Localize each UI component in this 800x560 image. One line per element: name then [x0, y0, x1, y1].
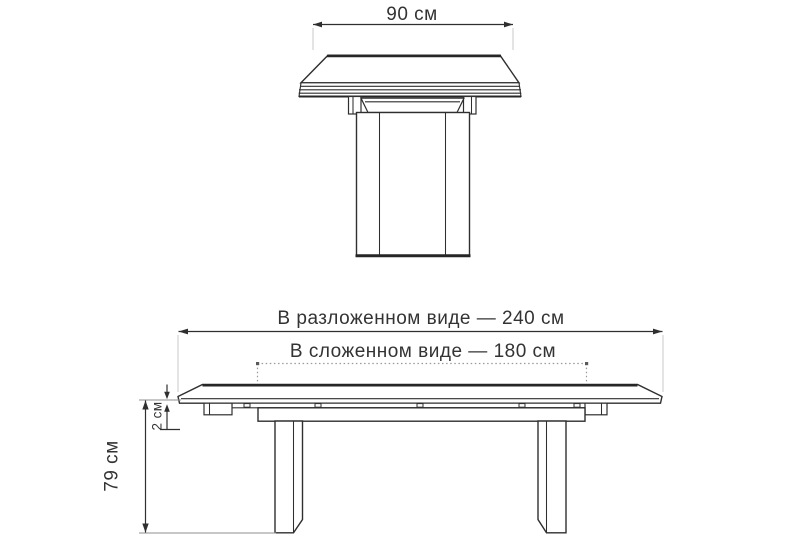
- rail-clip: [315, 404, 321, 408]
- right-leg: [538, 421, 566, 533]
- arrow-right-icon: [653, 329, 663, 335]
- dot-marker: [256, 362, 259, 365]
- arrow-left-icon: [179, 329, 189, 335]
- left-rail-end: [204, 403, 232, 415]
- pedestal-outline: [357, 113, 470, 256]
- dimension-height-79: [102, 400, 277, 533]
- arrow-down-icon: [164, 392, 170, 400]
- tabletop-surface: [301, 55, 519, 83]
- dimension-width-90: [313, 4, 513, 50]
- arrow-down-icon: [142, 524, 148, 533]
- apron-front: [361, 98, 464, 112]
- right-rail-end: [585, 403, 607, 415]
- dim-label-180: В сложенном виде — 180 см: [289, 341, 557, 362]
- arrow-right-icon: [504, 22, 513, 28]
- tabletop-slab: [178, 385, 662, 404]
- dimension-folded-180: [256, 341, 588, 384]
- underframe-front: [349, 97, 477, 115]
- rail-clip: [244, 404, 250, 408]
- dim-label-2: 2 см: [149, 401, 165, 431]
- tabletop-front: [299, 55, 522, 96]
- front-view-drawing: [299, 4, 522, 256]
- tabletop-side: [178, 385, 662, 404]
- side-view-drawing: [102, 308, 664, 533]
- arrow-up-icon: [142, 401, 148, 410]
- dot-marker: [585, 362, 588, 365]
- dim-label-79: 79 см: [101, 440, 123, 492]
- left-bracket: [349, 97, 362, 115]
- legs-side: [275, 421, 566, 533]
- pedestal-front: [356, 113, 471, 256]
- apron-side: [258, 408, 585, 421]
- rail-clip: [417, 404, 423, 408]
- underframe-side: [204, 403, 607, 421]
- dim-label-90: 90 см: [386, 4, 438, 25]
- left-leg: [275, 421, 303, 533]
- arrow-left-icon: [313, 22, 322, 28]
- rail-clip: [519, 404, 525, 408]
- dim-label-240: В разложенном виде — 240 см: [277, 308, 565, 329]
- rail-clip: [574, 404, 580, 408]
- dimension-thickness-2: [150, 385, 181, 431]
- arrow-up-icon: [164, 404, 170, 412]
- right-bracket: [464, 97, 477, 115]
